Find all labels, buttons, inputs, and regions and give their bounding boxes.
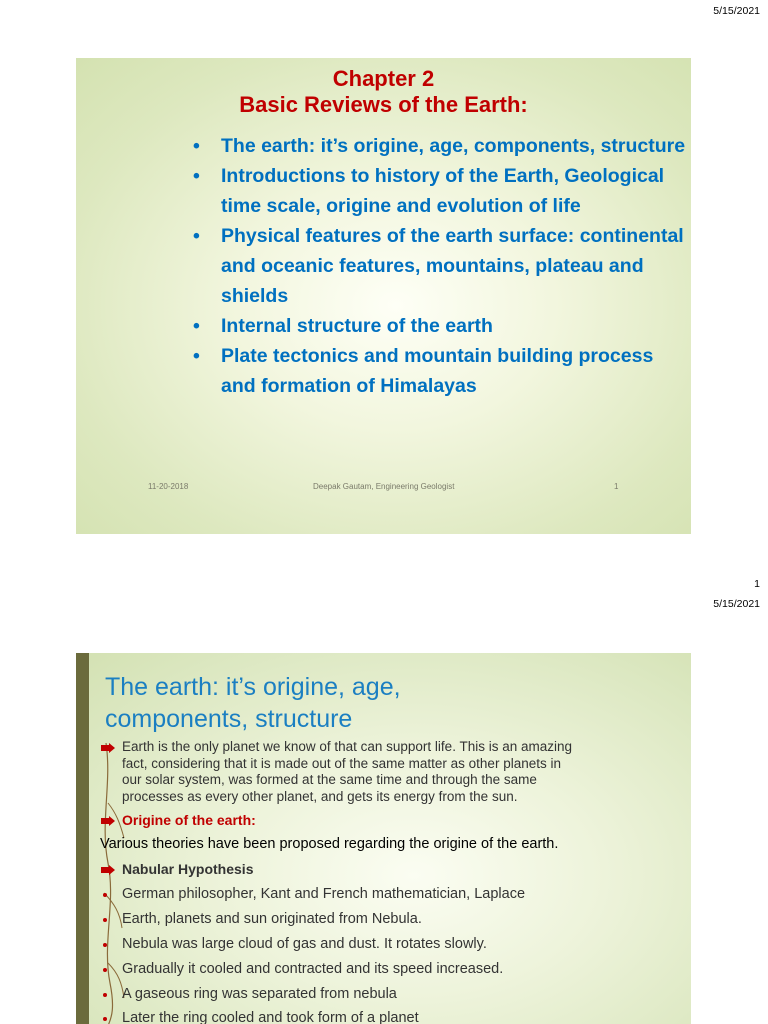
- intro-paragraph: Earth is the only planet we know of that can support life. This is an amazing fact, considering that it is made out of the same matter as other planets in our solar system, was formed at the same time and through the same processes as every other planet, and gets its energy from the sun.: [122, 739, 572, 804]
- slide-footer-number: 1: [614, 482, 619, 491]
- list-item: • Introductions to history of the Earth, Geological time scale, origine and evolution of life: [193, 161, 688, 221]
- bullet-icon: •: [193, 315, 200, 337]
- list-item: A gaseous ring was separated from nebula: [122, 986, 397, 1002]
- slide-title-line-2: components, structure: [105, 705, 353, 733]
- bullet-dot-icon: [103, 893, 107, 897]
- slide-title-line-1: Chapter 2: [332, 66, 435, 91]
- list-item: German philosopher, Kant and French mathematician, Laplace: [122, 886, 526, 902]
- list-item: Nebula was large cloud of gas and dust. It rotates slowly.: [122, 936, 487, 952]
- list-item: • The earth: it’s origine, age, components, structure: [193, 131, 688, 161]
- list-item: • Plate tectonics and mountain building process and formation of Himalayas: [193, 341, 688, 401]
- slide-title-line-1: The earth: it’s origine, age,: [105, 673, 401, 701]
- arrow-bullet-icon: [101, 816, 115, 826]
- topic-list: [193, 131, 688, 401]
- slide-earth-origine: [76, 653, 691, 1024]
- arrow-bullet-icon: [101, 743, 115, 753]
- list-item: Later the ring cooled and took form of a planet: [122, 1010, 419, 1024]
- bullet-dot-icon: [103, 1017, 107, 1021]
- hypothesis-heading: Nabular Hypothesis: [122, 861, 254, 877]
- slide-footer-author: Deepak Gautam, Engineering Geologist: [313, 482, 455, 491]
- theories-text: Various theories have been proposed regarding the origine of the earth.: [100, 836, 559, 852]
- bullet-dot-icon: [103, 918, 107, 922]
- bullet-icon: •: [193, 225, 200, 247]
- list-item: • Physical features of the earth surface: continental and oceanic features, mountains, plateau and shields: [193, 221, 688, 311]
- slide-footer-date: 11-20-2018: [148, 482, 189, 491]
- bullet-dot-icon: [103, 943, 107, 947]
- list-item: Earth, planets and sun originated from Nebula.: [122, 911, 422, 927]
- bullet-dot-icon: [103, 993, 107, 997]
- bullet-icon: •: [193, 165, 200, 187]
- slide-title: [76, 66, 691, 118]
- slide-title-line-2: Basic Reviews of the Earth:: [239, 92, 528, 117]
- page-date: 5/15/2021: [713, 5, 760, 17]
- page-date: 5/15/2021: [713, 598, 760, 610]
- slide-title: [105, 671, 665, 735]
- bullet-icon: •: [193, 135, 200, 157]
- bullet-icon: •: [193, 345, 200, 367]
- bullet-dot-icon: [103, 968, 107, 972]
- slide-accent-bar: [76, 653, 89, 1024]
- arrow-bullet-icon: [101, 865, 115, 875]
- page-number: 1: [754, 578, 760, 590]
- slide-chapter-2: [76, 58, 691, 534]
- origine-heading: Origine of the earth:: [122, 812, 256, 828]
- list-item: • Internal structure of the earth: [193, 311, 688, 341]
- list-item: Gradually it cooled and contracted and its speed increased.: [122, 961, 504, 977]
